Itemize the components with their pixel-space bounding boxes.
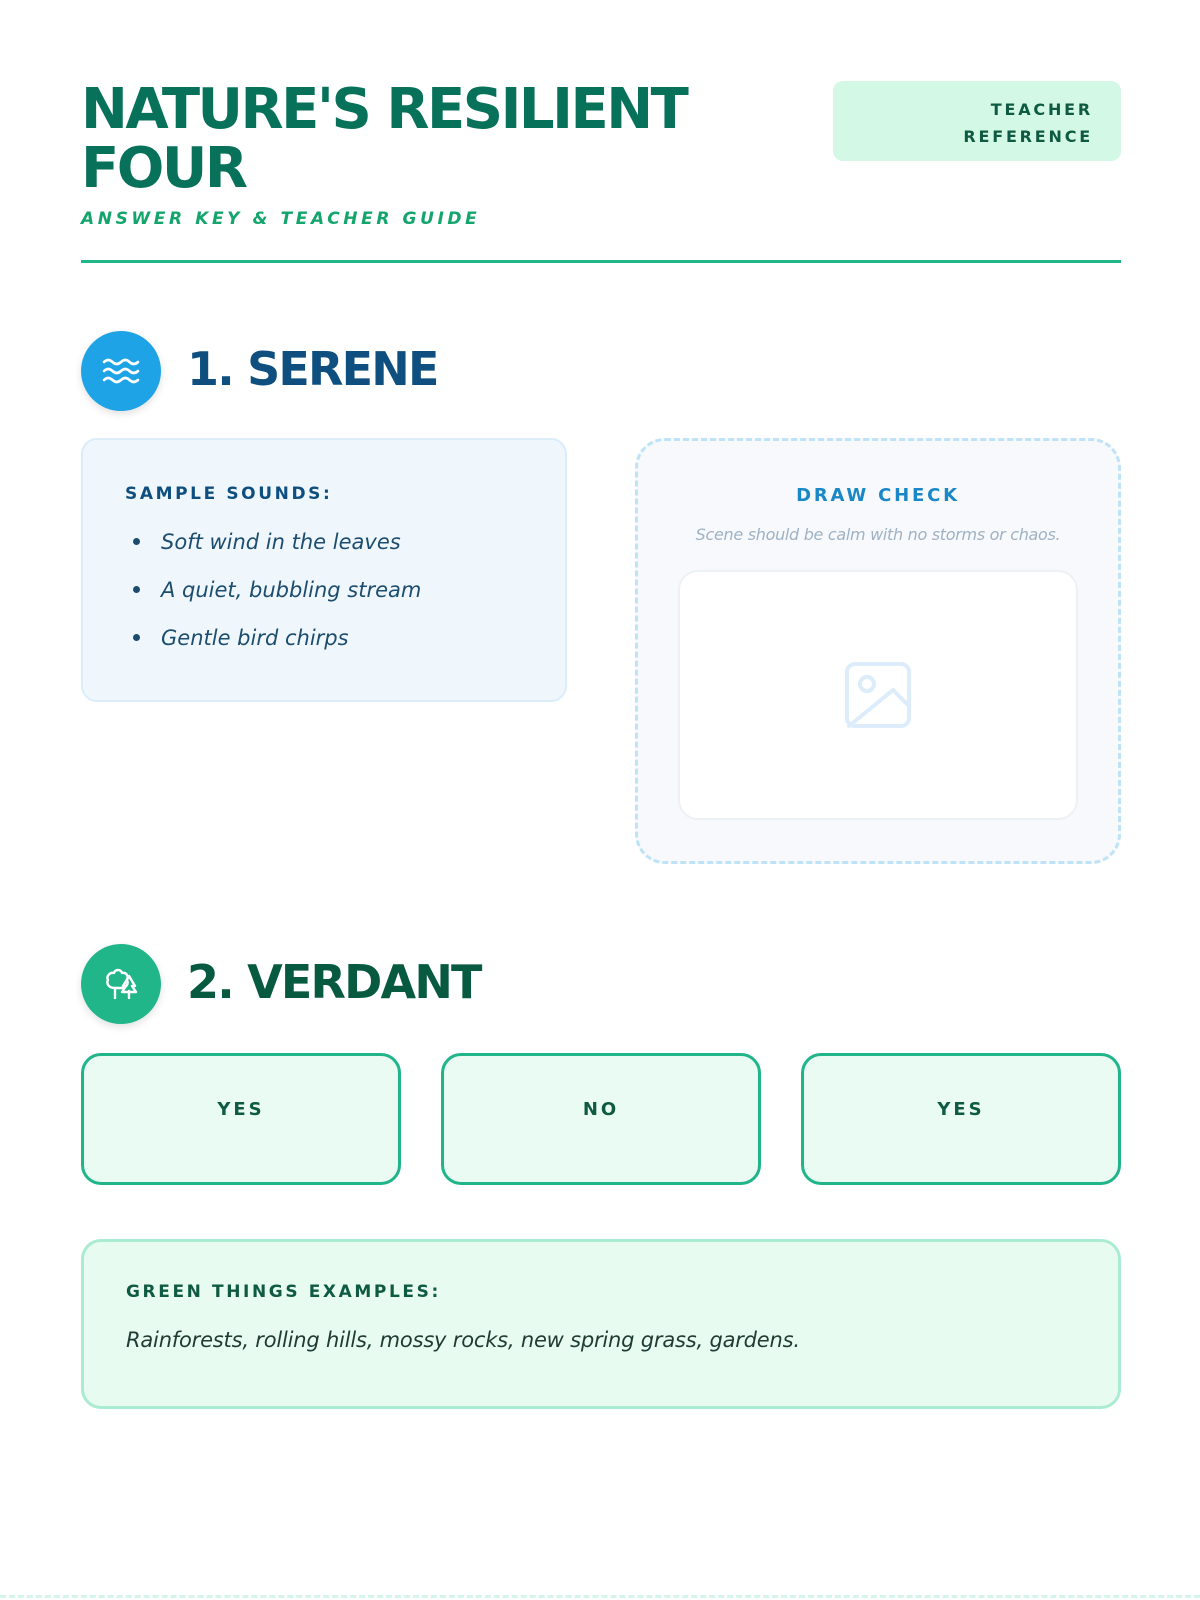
list-item xyxy=(125,518,525,566)
header-divider xyxy=(81,260,1121,263)
trees-icon xyxy=(81,944,161,1024)
sample-sounds-label: SAMPLE SOUNDS: xyxy=(125,484,333,504)
bullet-dot xyxy=(133,538,140,545)
badge-line-1: TEACHER xyxy=(990,100,1093,119)
bullet-dot xyxy=(133,634,140,641)
badge-line-2: REFERENCE xyxy=(963,127,1093,146)
bullet-dot xyxy=(133,586,140,593)
page-header xyxy=(81,77,1121,264)
green-things-text: Rainforests, rolling hills, mossy rocks, new spring grass, gardens. xyxy=(126,1328,800,1352)
sample-sounds-card xyxy=(81,438,567,702)
page-subtitle: ANSWER KEY & TEACHER GUIDE xyxy=(81,209,481,229)
draw-check-card xyxy=(635,438,1121,864)
answer-box-1: YES xyxy=(81,1053,401,1185)
sound-text: Gentle bird chirps xyxy=(161,626,349,650)
section-title-verdant: 2. VERDANT xyxy=(187,955,481,1009)
draw-check-note: Scene should be calm with no storms or chaos. xyxy=(695,525,1061,544)
page-title: NATURE'S RESILIENT FOUR xyxy=(81,77,687,201)
waves-icon xyxy=(81,331,161,411)
section-title-serene: 1. SERENE xyxy=(187,342,438,396)
list-item xyxy=(125,614,525,662)
image-icon xyxy=(843,660,913,730)
section-serene-heading xyxy=(81,331,781,411)
list-item xyxy=(125,566,525,614)
draw-check-title: DRAW CHECK xyxy=(796,485,960,506)
section-verdant-heading xyxy=(81,944,781,1024)
sound-text: A quiet, bubbling stream xyxy=(161,578,422,602)
green-things-examples-card xyxy=(81,1239,1121,1409)
sound-text: Soft wind in the leaves xyxy=(161,530,401,554)
bottom-divider xyxy=(0,1595,1200,1598)
answer-box-3: YES xyxy=(801,1053,1121,1185)
sample-sounds-list xyxy=(125,518,525,662)
drawing-area xyxy=(678,570,1078,820)
answer-box-2: NO xyxy=(441,1053,761,1185)
green-things-label: GREEN THINGS EXAMPLES: xyxy=(126,1282,441,1302)
teacher-reference-badge xyxy=(833,81,1121,161)
